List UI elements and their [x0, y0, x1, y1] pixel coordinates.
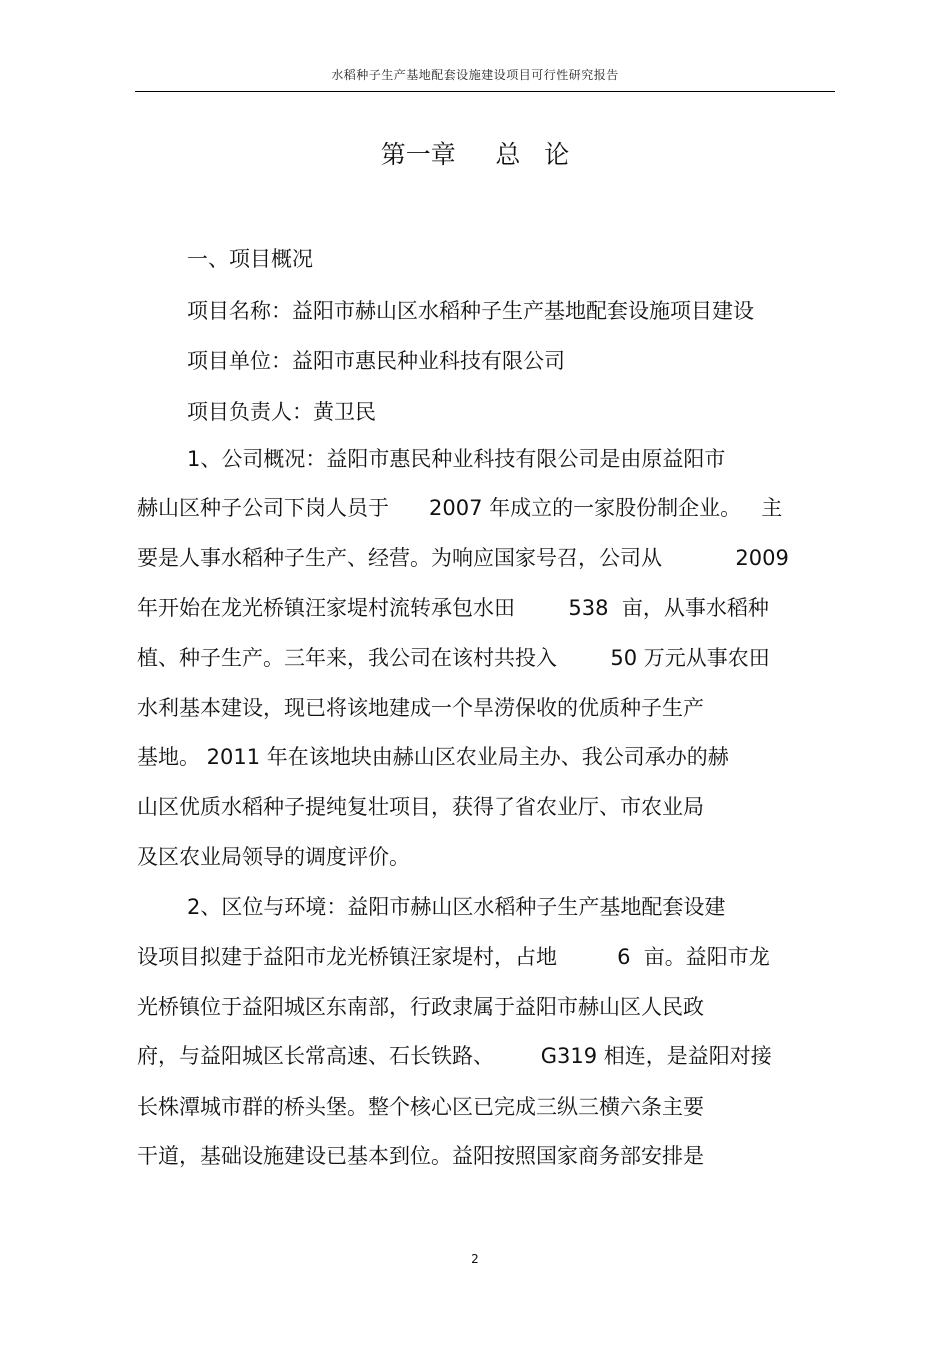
page-number: 2	[471, 1252, 479, 1266]
paragraph-line: 干道，基础设施建设已基本到位。益阳按照国家商务部安排是	[137, 1144, 704, 1168]
paragraph-line: 要是人事水稻种子生产、经营。为响应国家号召，公司从 2009	[137, 546, 789, 570]
chapter-title: 第一章 总 论	[380, 140, 570, 169]
paragraph-line: 植、种子生产。三年来，我公司在该村共投入 50 万元从事农田	[137, 646, 770, 670]
paragraph-line: 设项目拟建于益阳市龙光桥镇汪家堤村，占地 6 亩。益阳市龙	[137, 945, 770, 969]
paragraph-line: 山区优质水稻种子提纯复壮项目，获得了省农业厅、市农业局	[137, 795, 704, 819]
paragraph-line: 年开始在龙光桥镇汪家堤村流转承包水田 538 亩，从事水稻种	[137, 596, 769, 620]
paragraph-line: 2、区位与环境：益阳市赫山区水稻种子生产基地配套设建	[187, 895, 726, 919]
paragraph-line: 赫山区种子公司下岗人员于 2007 年成立的一家股份制企业。 主	[137, 496, 783, 520]
paragraph-line: 府，与益阳城区长常高速、石长铁路、 G319 相连，是益阳对接	[137, 1044, 772, 1068]
running-header: 水稻种子生产基地配套设施建设项目可行性研究报告	[331, 68, 619, 82]
paragraph-line: 1、公司概况：益阳市惠民种业科技有限公司是由原益阳市	[187, 447, 726, 471]
header-rule	[135, 91, 835, 92]
paragraph-line: 光桥镇位于益阳城区东南部，行政隶属于益阳市赫山区人民政	[137, 995, 704, 1019]
section-heading: 一、项目概况	[187, 247, 313, 271]
paragraph-line: 长株潭城市群的桥头堡。整个核心区已完成三纵三横六条主要	[137, 1095, 704, 1119]
paragraph-line: 基地。 2011 年在该地块由赫山区农业局主办、我公司承办的赫	[137, 745, 729, 769]
paragraph-line: 水利基本建设，现已将该地建成一个旱涝保收的优质种子生产	[137, 696, 704, 720]
project-unit-line: 项目单位：益阳市惠民种业科技有限公司	[187, 349, 565, 373]
paragraph-line: 及区农业局领导的调度评价。	[137, 845, 410, 869]
project-name-line: 项目名称：益阳市赫山区水稻种子生产基地配套设施项目建设	[187, 299, 754, 323]
project-leader-line: 项目负责人：黄卫民	[187, 400, 376, 424]
